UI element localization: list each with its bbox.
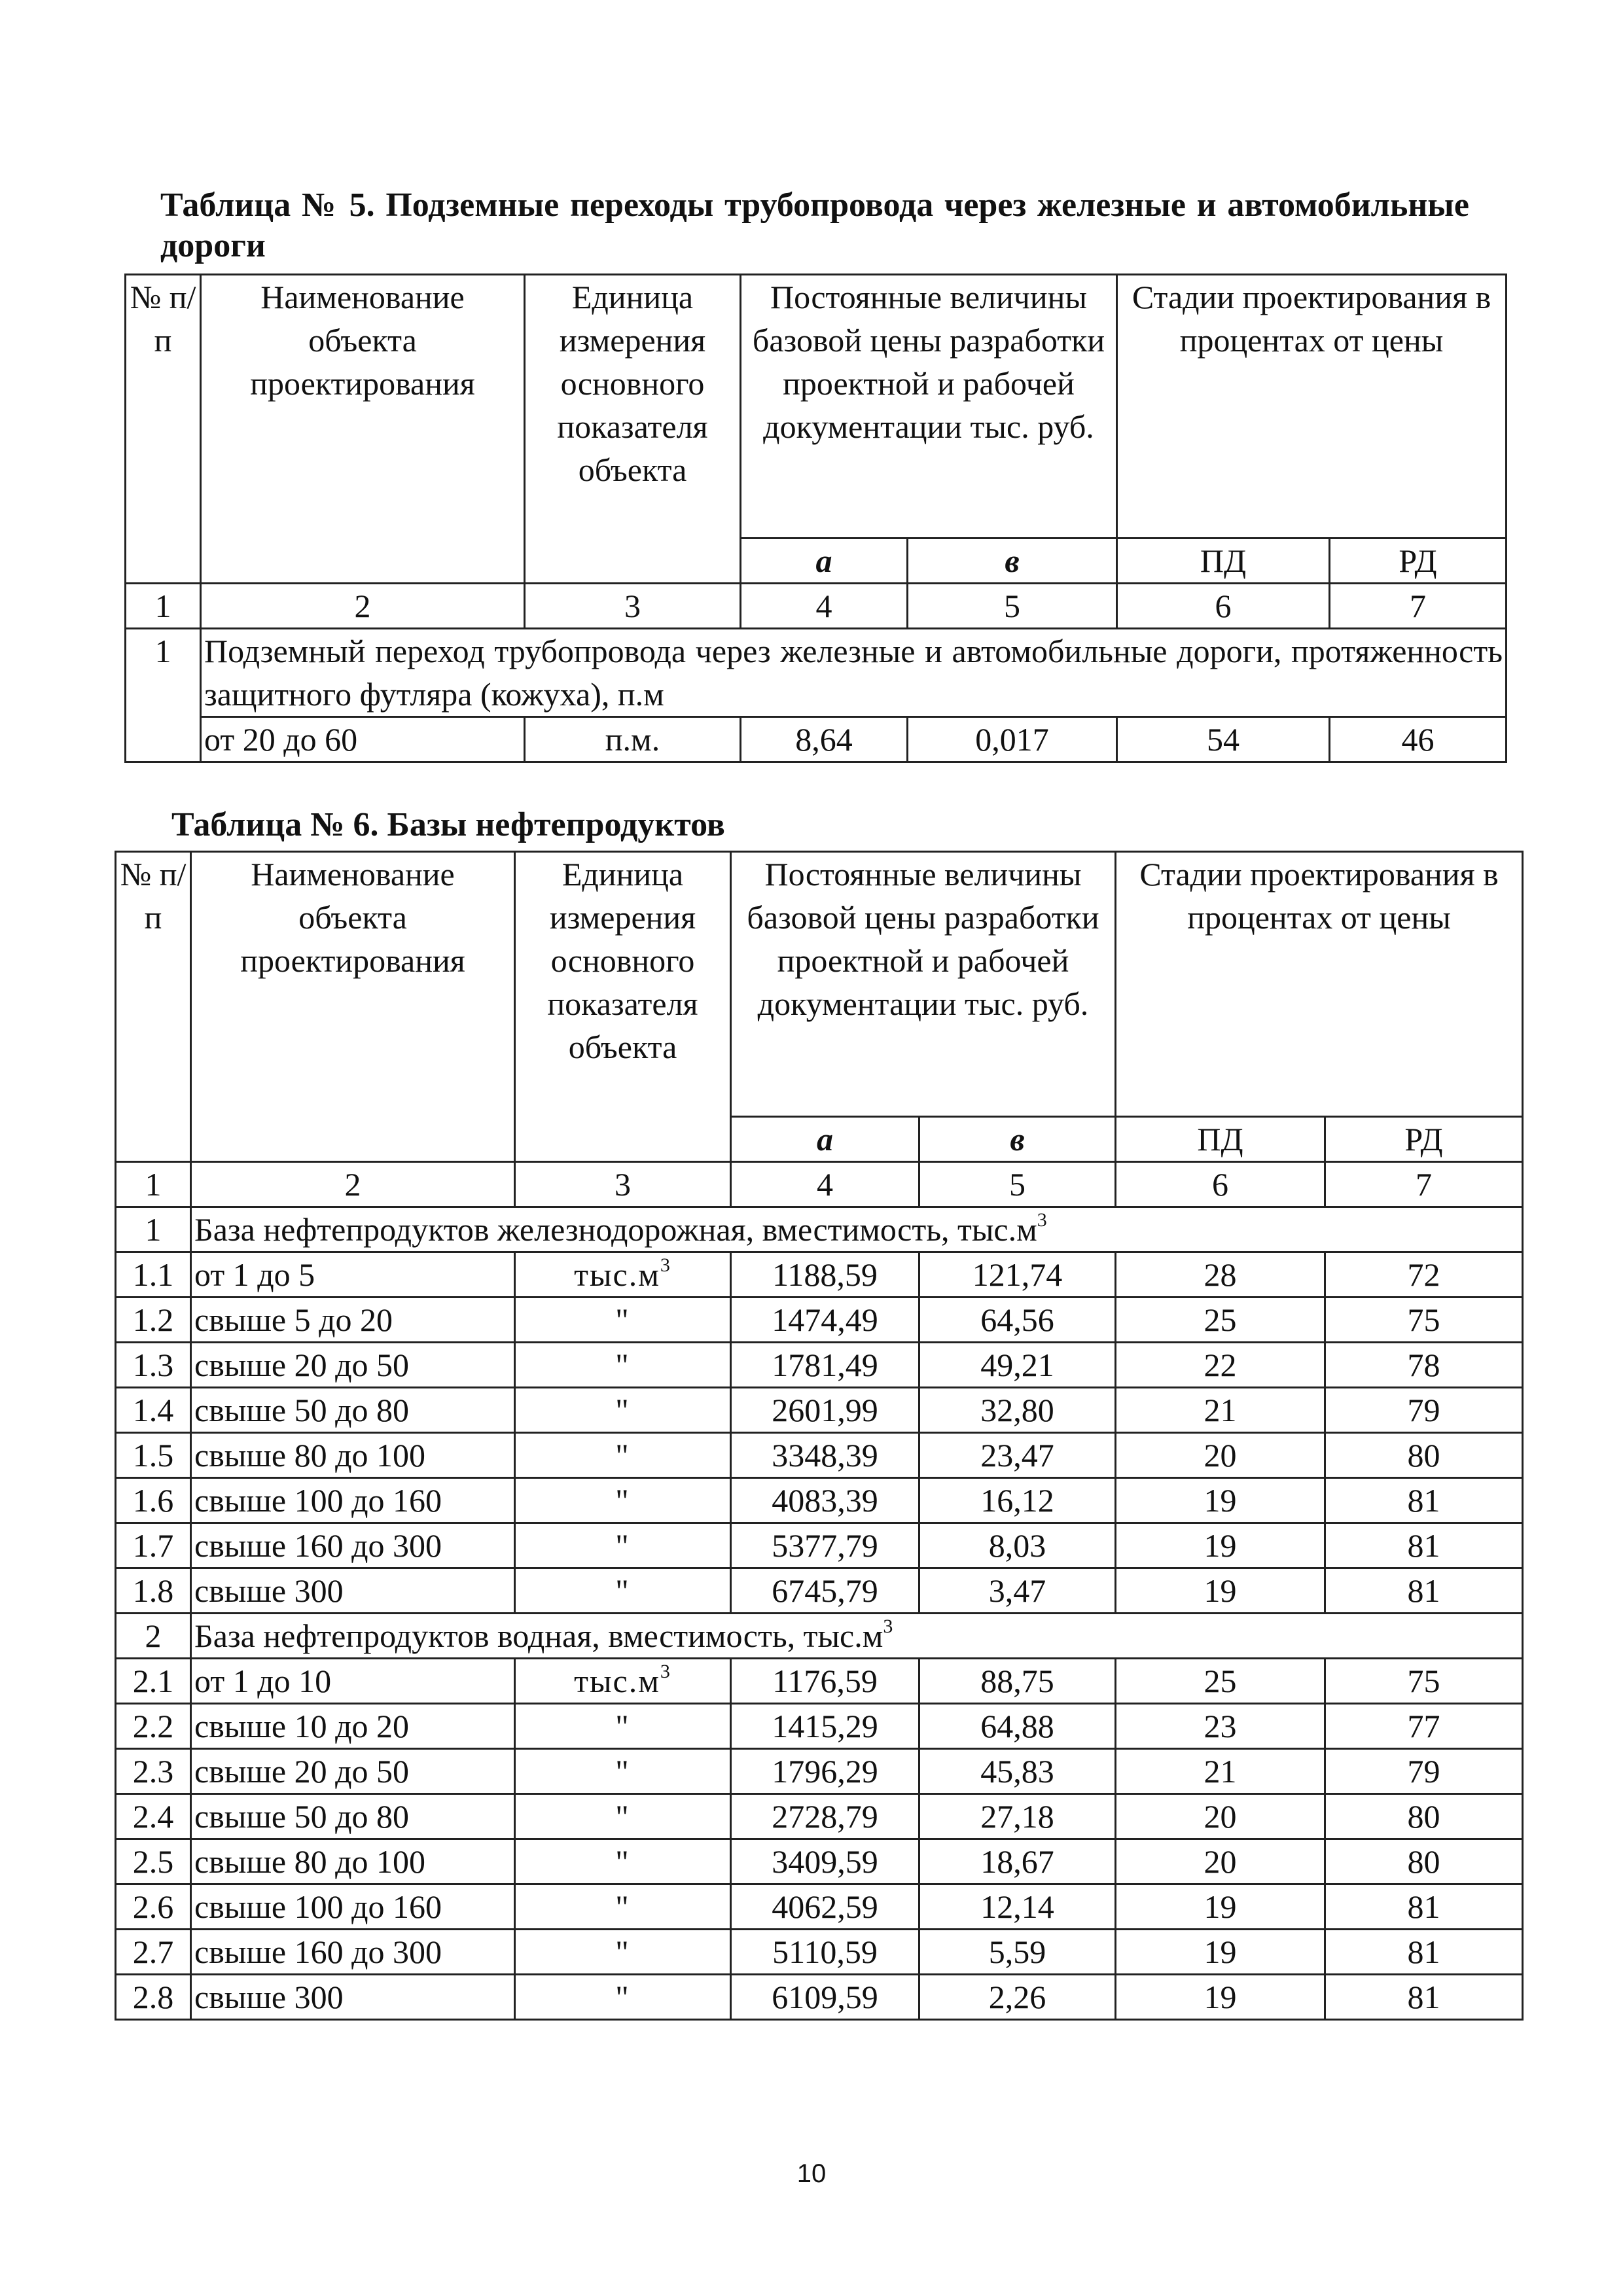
row-b: 16,12 — [919, 1478, 1116, 1523]
row-rd: 81 — [1325, 1930, 1523, 1975]
row-rd: 81 — [1325, 1884, 1523, 1930]
row-unit — [515, 1794, 731, 1839]
row-pd: 22 — [1116, 1343, 1325, 1388]
row-rd: 81 — [1325, 1568, 1523, 1614]
row-a: 1781,49 — [731, 1343, 919, 1388]
section-num: 1 — [116, 1207, 191, 1252]
row-pd: 54 — [1117, 717, 1330, 762]
row-num: 2.4 — [116, 1794, 191, 1839]
col-number: 3 — [515, 1162, 731, 1207]
row-unit — [515, 1523, 731, 1568]
header-b: в — [919, 1117, 1116, 1162]
row-a: 6109,59 — [731, 1975, 919, 2020]
table6-title: Таблица № 6. Базы нефтепродуктов — [171, 806, 725, 843]
row-name: свыше 300 — [191, 1975, 515, 2020]
header-price: Постоянные величины базовой цены разработки проектной и рабочей документации тыс. руб. — [731, 852, 1116, 1117]
row-num: 2.8 — [116, 1975, 191, 2020]
row-b: 0,017 — [908, 717, 1117, 762]
row-pd: 19 — [1116, 1523, 1325, 1568]
row-unit-sup: 3 — [660, 1661, 671, 1683]
row-rd: 75 — [1325, 1298, 1523, 1343]
section-title — [191, 1207, 1523, 1252]
row-b: 49,21 — [919, 1343, 1116, 1388]
row-b: 121,74 — [919, 1252, 1116, 1298]
col-number: 5 — [919, 1162, 1116, 1207]
row-unit-text: " — [615, 1934, 630, 1970]
row-unit-text: " — [615, 1753, 630, 1790]
row-a: 4062,59 — [731, 1884, 919, 1930]
table6-column-numbers — [116, 1162, 1523, 1207]
table-row — [116, 1930, 1523, 1975]
row-unit-text: " — [615, 1888, 630, 1925]
row-rd: 80 — [1325, 1794, 1523, 1839]
row-rd: 75 — [1325, 1659, 1523, 1704]
row-b: 64,88 — [919, 1704, 1116, 1749]
table5-header-row — [126, 275, 1507, 539]
header-price: Постоянные величины базовой цены разработки проектной и рабочей документации тыс. руб. — [741, 275, 1117, 539]
row-num: 1.1 — [116, 1252, 191, 1298]
row-rd: 80 — [1325, 1433, 1523, 1478]
table-row — [116, 1252, 1523, 1298]
row-unit-text: " — [615, 1347, 630, 1383]
header-pd: ПД — [1117, 539, 1330, 584]
row-unit-text: " — [615, 1843, 630, 1880]
row-unit — [515, 1433, 731, 1478]
row-unit-text: " — [615, 1392, 630, 1428]
row-num: 2.2 — [116, 1704, 191, 1749]
row-unit — [515, 1975, 731, 2020]
section-title-text: База нефтепродуктов железнодорожная, вместимость, тыс.м — [194, 1211, 1037, 1248]
section-title: Подземный переход трубопровода через железные и автомобильные дороги, протяженность защитного футляра (кожуха), п.м — [201, 629, 1507, 717]
row-b: 88,75 — [919, 1659, 1116, 1704]
row-name: свыше 160 до 300 — [191, 1523, 515, 1568]
row-num: 2.5 — [116, 1839, 191, 1884]
row-a: 3348,39 — [731, 1433, 919, 1478]
row-name: от 20 до 60 — [201, 717, 525, 762]
row-rd: 81 — [1325, 1478, 1523, 1523]
row-rd: 81 — [1325, 1523, 1523, 1568]
table5-title: Таблица № 5. Подземные переходы трубопровода через железные и автомобильные дороги — [160, 186, 1469, 264]
row-a: 5110,59 — [731, 1930, 919, 1975]
row-num: 1.8 — [116, 1568, 191, 1614]
row-unit — [515, 1388, 731, 1433]
row-name: свыше 80 до 100 — [191, 1433, 515, 1478]
row-name: свыше 300 — [191, 1568, 515, 1614]
row-pd: 19 — [1116, 1975, 1325, 2020]
row-pd: 20 — [1116, 1433, 1325, 1478]
col-number: 1 — [116, 1162, 191, 1207]
col-number: 2 — [201, 584, 525, 629]
row-b: 18,67 — [919, 1839, 1116, 1884]
row-pd: 21 — [1116, 1388, 1325, 1433]
row-rd: 79 — [1325, 1388, 1523, 1433]
row-b: 5,59 — [919, 1930, 1116, 1975]
row-b: 8,03 — [919, 1523, 1116, 1568]
table6-header-row — [116, 852, 1523, 1117]
col-number: 2 — [191, 1162, 515, 1207]
table-row — [116, 1478, 1523, 1523]
header-stages: Стадии проектирования в процентах от цены — [1116, 852, 1523, 1117]
row-a: 2728,79 — [731, 1794, 919, 1839]
row-name: свыше 50 до 80 — [191, 1794, 515, 1839]
row-a: 6745,79 — [731, 1568, 919, 1614]
row-name: свыше 100 до 160 — [191, 1884, 515, 1930]
header-rd: РД — [1325, 1117, 1523, 1162]
table-row — [116, 1343, 1523, 1388]
col-number: 6 — [1116, 1162, 1325, 1207]
row-unit-text: " — [615, 1708, 630, 1744]
row-num: 2.6 — [116, 1884, 191, 1930]
section-num: 1 — [126, 629, 201, 762]
section-row — [116, 1207, 1523, 1252]
table-row — [116, 1794, 1523, 1839]
row-pd: 25 — [1116, 1298, 1325, 1343]
row-num: 1.2 — [116, 1298, 191, 1343]
row-b: 2,26 — [919, 1975, 1116, 2020]
row-b: 27,18 — [919, 1794, 1116, 1839]
table5 — [124, 274, 1507, 763]
header-pd: ПД — [1116, 1117, 1325, 1162]
header-name: Наименование объекта проектирования — [191, 852, 515, 1162]
row-b: 45,83 — [919, 1749, 1116, 1794]
row-unit-text: " — [615, 1798, 630, 1835]
header-a: а — [731, 1117, 919, 1162]
table-row — [126, 717, 1507, 762]
col-number: 6 — [1117, 584, 1330, 629]
row-unit — [515, 1478, 731, 1523]
row-pd: 19 — [1116, 1884, 1325, 1930]
row-name: свыше 50 до 80 — [191, 1388, 515, 1433]
row-unit — [515, 1930, 731, 1975]
row-unit-text: " — [615, 1572, 630, 1609]
col-number: 3 — [525, 584, 741, 629]
row-unit-text: " — [615, 1301, 630, 1338]
header-a: а — [741, 539, 908, 584]
section-title-sup: 3 — [1037, 1209, 1047, 1231]
row-num: 2.1 — [116, 1659, 191, 1704]
row-unit-text: " — [615, 1437, 630, 1474]
row-unit — [515, 1659, 731, 1704]
col-number: 1 — [126, 584, 201, 629]
row-pd: 20 — [1116, 1839, 1325, 1884]
col-number: 7 — [1330, 584, 1507, 629]
row-a: 1188,59 — [731, 1252, 919, 1298]
row-rd: 79 — [1325, 1749, 1523, 1794]
row-num: 1.4 — [116, 1388, 191, 1433]
row-unit-text: " — [615, 1979, 630, 2015]
row-pd: 21 — [1116, 1749, 1325, 1794]
row-unit — [515, 1749, 731, 1794]
row-unit-text: тыс.м — [574, 1663, 660, 1699]
section-title — [191, 1614, 1523, 1659]
col-number: 4 — [731, 1162, 919, 1207]
row-unit — [515, 1298, 731, 1343]
row-a: 2601,99 — [731, 1388, 919, 1433]
table-row — [116, 1433, 1523, 1478]
header-num: № п/п — [126, 275, 201, 584]
row-pd: 23 — [1116, 1704, 1325, 1749]
row-rd: 80 — [1325, 1839, 1523, 1884]
row-a: 5377,79 — [731, 1523, 919, 1568]
table-row — [116, 1884, 1523, 1930]
row-b: 3,47 — [919, 1568, 1116, 1614]
row-pd: 25 — [1116, 1659, 1325, 1704]
row-a: 1415,29 — [731, 1704, 919, 1749]
row-rd: 81 — [1325, 1975, 1523, 2020]
row-num: 1.5 — [116, 1433, 191, 1478]
row-pd: 19 — [1116, 1568, 1325, 1614]
row-num: 1.3 — [116, 1343, 191, 1388]
row-unit: п.м. — [525, 717, 741, 762]
row-b: 32,80 — [919, 1388, 1116, 1433]
row-name: от 1 до 10 — [191, 1659, 515, 1704]
section-title-sup: 3 — [883, 1616, 893, 1638]
row-b: 64,56 — [919, 1298, 1116, 1343]
table-row — [116, 1659, 1523, 1704]
page-number: 10 — [796, 2159, 827, 2188]
row-a: 8,64 — [741, 717, 908, 762]
header-b: в — [908, 539, 1117, 584]
header-unit: Единица измерения основного показателя объекта — [515, 852, 731, 1162]
row-name: свыше 20 до 50 — [191, 1749, 515, 1794]
col-number: 5 — [908, 584, 1117, 629]
row-unit — [515, 1704, 731, 1749]
row-unit-text: " — [615, 1527, 630, 1564]
table-row — [116, 1704, 1523, 1749]
row-rd: 77 — [1325, 1704, 1523, 1749]
row-b: 12,14 — [919, 1884, 1116, 1930]
row-unit-text: " — [615, 1482, 630, 1519]
row-rd: 72 — [1325, 1252, 1523, 1298]
row-pd: 28 — [1116, 1252, 1325, 1298]
table5-column-numbers — [126, 584, 1507, 629]
row-num: 2.7 — [116, 1930, 191, 1975]
header-unit: Единица измерения основного показателя объекта — [525, 275, 741, 584]
row-a: 3409,59 — [731, 1839, 919, 1884]
table-row — [116, 1749, 1523, 1794]
row-rd: 78 — [1325, 1343, 1523, 1388]
row-num: 1.7 — [116, 1523, 191, 1568]
section-num: 2 — [116, 1614, 191, 1659]
row-unit — [515, 1568, 731, 1614]
table6-body — [116, 1207, 1523, 2020]
row-a: 4083,39 — [731, 1478, 919, 1523]
row-pd: 20 — [1116, 1794, 1325, 1839]
table-row — [116, 1523, 1523, 1568]
row-unit — [515, 1343, 731, 1388]
row-unit — [515, 1884, 731, 1930]
table-row — [116, 1568, 1523, 1614]
table-row — [116, 1975, 1523, 2020]
row-pd: 19 — [1116, 1930, 1325, 1975]
row-a: 1474,49 — [731, 1298, 919, 1343]
row-unit — [515, 1839, 731, 1884]
row-rd: 46 — [1330, 717, 1507, 762]
row-name: от 1 до 5 — [191, 1252, 515, 1298]
table-row — [116, 1298, 1523, 1343]
row-name: свыше 100 до 160 — [191, 1478, 515, 1523]
row-a: 1176,59 — [731, 1659, 919, 1704]
row-name: свыше 20 до 50 — [191, 1343, 515, 1388]
row-unit-sup: 3 — [660, 1254, 671, 1277]
table5-section-row — [126, 629, 1507, 717]
row-name: свыше 10 до 20 — [191, 1704, 515, 1749]
table-row — [116, 1839, 1523, 1884]
header-rd: РД — [1330, 539, 1507, 584]
row-name: свыше 160 до 300 — [191, 1930, 515, 1975]
row-name: свыше 5 до 20 — [191, 1298, 515, 1343]
row-name: свыше 80 до 100 — [191, 1839, 515, 1884]
row-a: 1796,29 — [731, 1749, 919, 1794]
header-name: Наименование объекта проектирования — [201, 275, 525, 584]
table-row — [116, 1388, 1523, 1433]
row-num: 2.3 — [116, 1749, 191, 1794]
col-number: 7 — [1325, 1162, 1523, 1207]
header-num: № п/п — [116, 852, 191, 1162]
row-unit-text: тыс.м — [574, 1256, 660, 1293]
header-stages: Стадии проектирования в процентах от цены — [1117, 275, 1507, 539]
section-title-text: База нефтепродуктов водная, вместимость, тыс.м — [194, 1617, 883, 1654]
row-num: 1.6 — [116, 1478, 191, 1523]
row-unit — [515, 1252, 731, 1298]
table6 — [115, 851, 1524, 2021]
row-pd: 19 — [1116, 1478, 1325, 1523]
col-number: 4 — [741, 584, 908, 629]
row-b: 23,47 — [919, 1433, 1116, 1478]
section-row — [116, 1614, 1523, 1659]
